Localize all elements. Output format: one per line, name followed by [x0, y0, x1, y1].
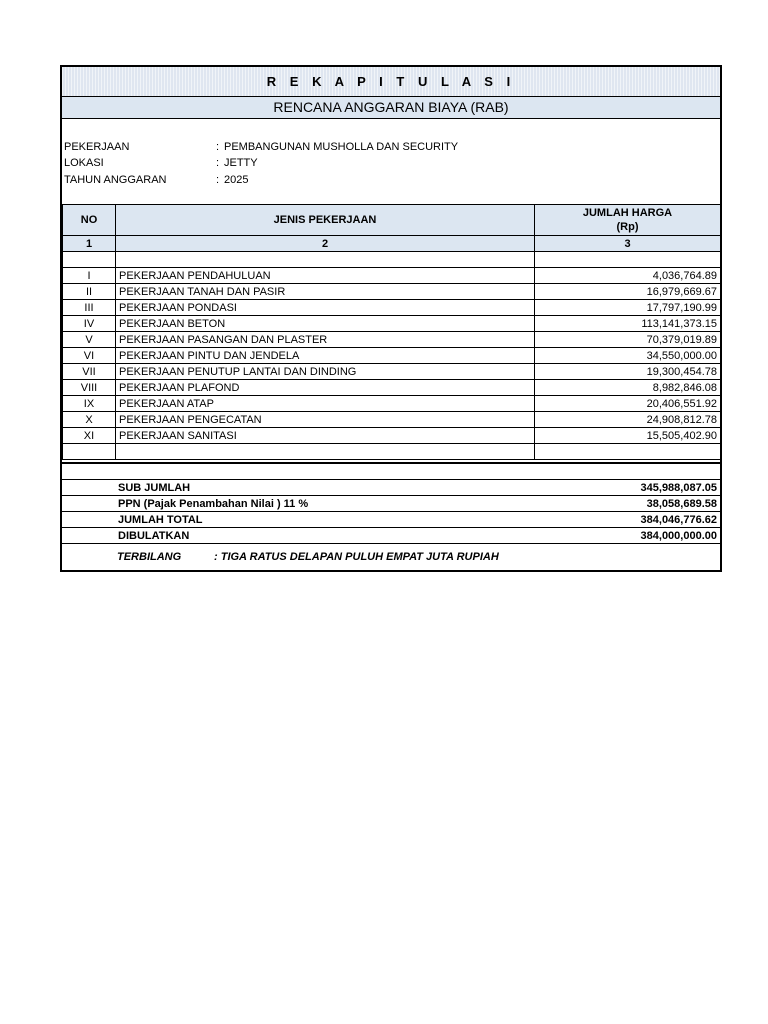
row-jenis: PEKERJAAN PASANGAN DAN PLASTER [116, 332, 535, 348]
row-jumlah: 16,979,669.67 [535, 284, 721, 300]
row-jenis: PEKERJAAN PENDAHULUAN [116, 268, 535, 284]
table-row [63, 428, 721, 444]
rab-table [62, 204, 721, 460]
summary-value: 384,046,776.62 [534, 512, 720, 528]
info-label: LOKASI [64, 157, 104, 169]
row-jumlah: 24,908,812.78 [535, 412, 721, 428]
row-no: VI [63, 348, 116, 364]
row-no: VII [63, 364, 116, 380]
table-row [63, 316, 721, 332]
summary-value: 345,988,087.05 [534, 480, 720, 496]
col-header-jumlah [535, 205, 721, 236]
rab-sheet [60, 65, 722, 572]
table-row [63, 364, 721, 380]
row-jenis: PEKERJAAN PINTU DAN JENDELA [116, 348, 535, 364]
col-header-jenis: JENIS PEKERJAAN [116, 205, 535, 236]
row-jumlah: 70,379,019.89 [535, 332, 721, 348]
item-rows [63, 268, 721, 444]
col-header-no: NO [63, 205, 116, 236]
row-no: I [63, 268, 116, 284]
summary-row-ppn [62, 496, 720, 512]
row-jenis: PEKERJAAN PONDASI [116, 300, 535, 316]
info-label: PEKERJAAN [64, 141, 130, 153]
row-jenis: PEKERJAAN PENGECATAN [116, 412, 535, 428]
row-no: V [63, 332, 116, 348]
row-jenis: PEKERJAAN BETON [116, 316, 535, 332]
table-header-row [63, 205, 721, 236]
summary-spacer [62, 463, 720, 480]
table-row [63, 268, 721, 284]
info-colon: : [216, 157, 220, 169]
spacer-row [63, 444, 721, 460]
terbilang-line [117, 551, 499, 563]
summary-label: JUMLAH TOTAL [115, 512, 534, 528]
row-jumlah: 15,505,402.90 [535, 428, 721, 444]
col-number: 3 [535, 236, 721, 252]
summary-label: SUB JUMLAH [115, 480, 534, 496]
table-row [63, 412, 721, 428]
row-jenis: PEKERJAAN SANITASI [116, 428, 535, 444]
row-jumlah: 20,406,551.92 [535, 396, 721, 412]
info-value: 2025 [224, 174, 249, 186]
table-row [63, 348, 721, 364]
row-no: IX [63, 396, 116, 412]
summary-row-dibulatkan [62, 528, 720, 544]
row-jumlah: 4,036,764.89 [535, 268, 721, 284]
row-jenis: PEKERJAAN PENUTUP LANTAI DAN DINDING [116, 364, 535, 380]
col-number: 1 [63, 236, 116, 252]
row-jenis: PEKERJAAN ATAP [116, 396, 535, 412]
terbilang-value: : TIGA RATUS DELAPAN PULUH EMPAT JUTA RUPIAH [214, 551, 499, 563]
row-jumlah: 17,797,190.99 [535, 300, 721, 316]
info-value: PEMBANGUNAN MUSHOLLA DAN SECURITY [224, 141, 459, 153]
spacer-row [63, 252, 721, 268]
table-row [63, 284, 721, 300]
row-no: XI [63, 428, 116, 444]
summary-value: 384,000,000.00 [534, 528, 720, 544]
row-no: VIII [63, 380, 116, 396]
info-colon: : [216, 141, 220, 153]
info-label: TAHUN ANGGARAN [64, 174, 167, 186]
row-jenis: PEKERJAAN TANAH DAN PASIR [116, 284, 535, 300]
row-jumlah: 19,300,454.78 [535, 364, 721, 380]
row-no: III [63, 300, 116, 316]
row-jumlah: 34,550,000.00 [535, 348, 721, 364]
summary-label: DIBULATKAN [115, 528, 534, 544]
sheet-subtitle: RENCANA ANGGARAN BIAYA (RAB) [62, 97, 720, 119]
summary-value: 38,058,689.58 [534, 496, 720, 512]
summary-row-subjumlah [62, 480, 720, 496]
column-number-row [63, 236, 721, 252]
info-colon: : [216, 174, 220, 186]
summary-row-jumlah-total [62, 512, 720, 528]
col-header-jumlah-line2: (Rp) [616, 221, 639, 233]
summary-table [62, 462, 720, 544]
info-value: JETTY [224, 157, 258, 169]
row-no: II [63, 284, 116, 300]
table-row [63, 300, 721, 316]
sheet-title: R E K A P I T U L A S I [62, 67, 720, 97]
table-row [63, 332, 721, 348]
row-jenis: PEKERJAAN PLAFOND [116, 380, 535, 396]
table-row [63, 396, 721, 412]
terbilang-label: TERBILANG [117, 551, 182, 563]
summary-label: PPN (Pajak Penambahan Nilai ) 11 % [115, 496, 534, 512]
row-no: X [63, 412, 116, 428]
table-row [63, 380, 721, 396]
col-header-jumlah-line1: JUMLAH HARGA [582, 207, 673, 219]
row-no: IV [63, 316, 116, 332]
col-number: 2 [116, 236, 535, 252]
row-jumlah: 113,141,373.15 [535, 316, 721, 332]
row-jumlah: 8,982,846.08 [535, 380, 721, 396]
